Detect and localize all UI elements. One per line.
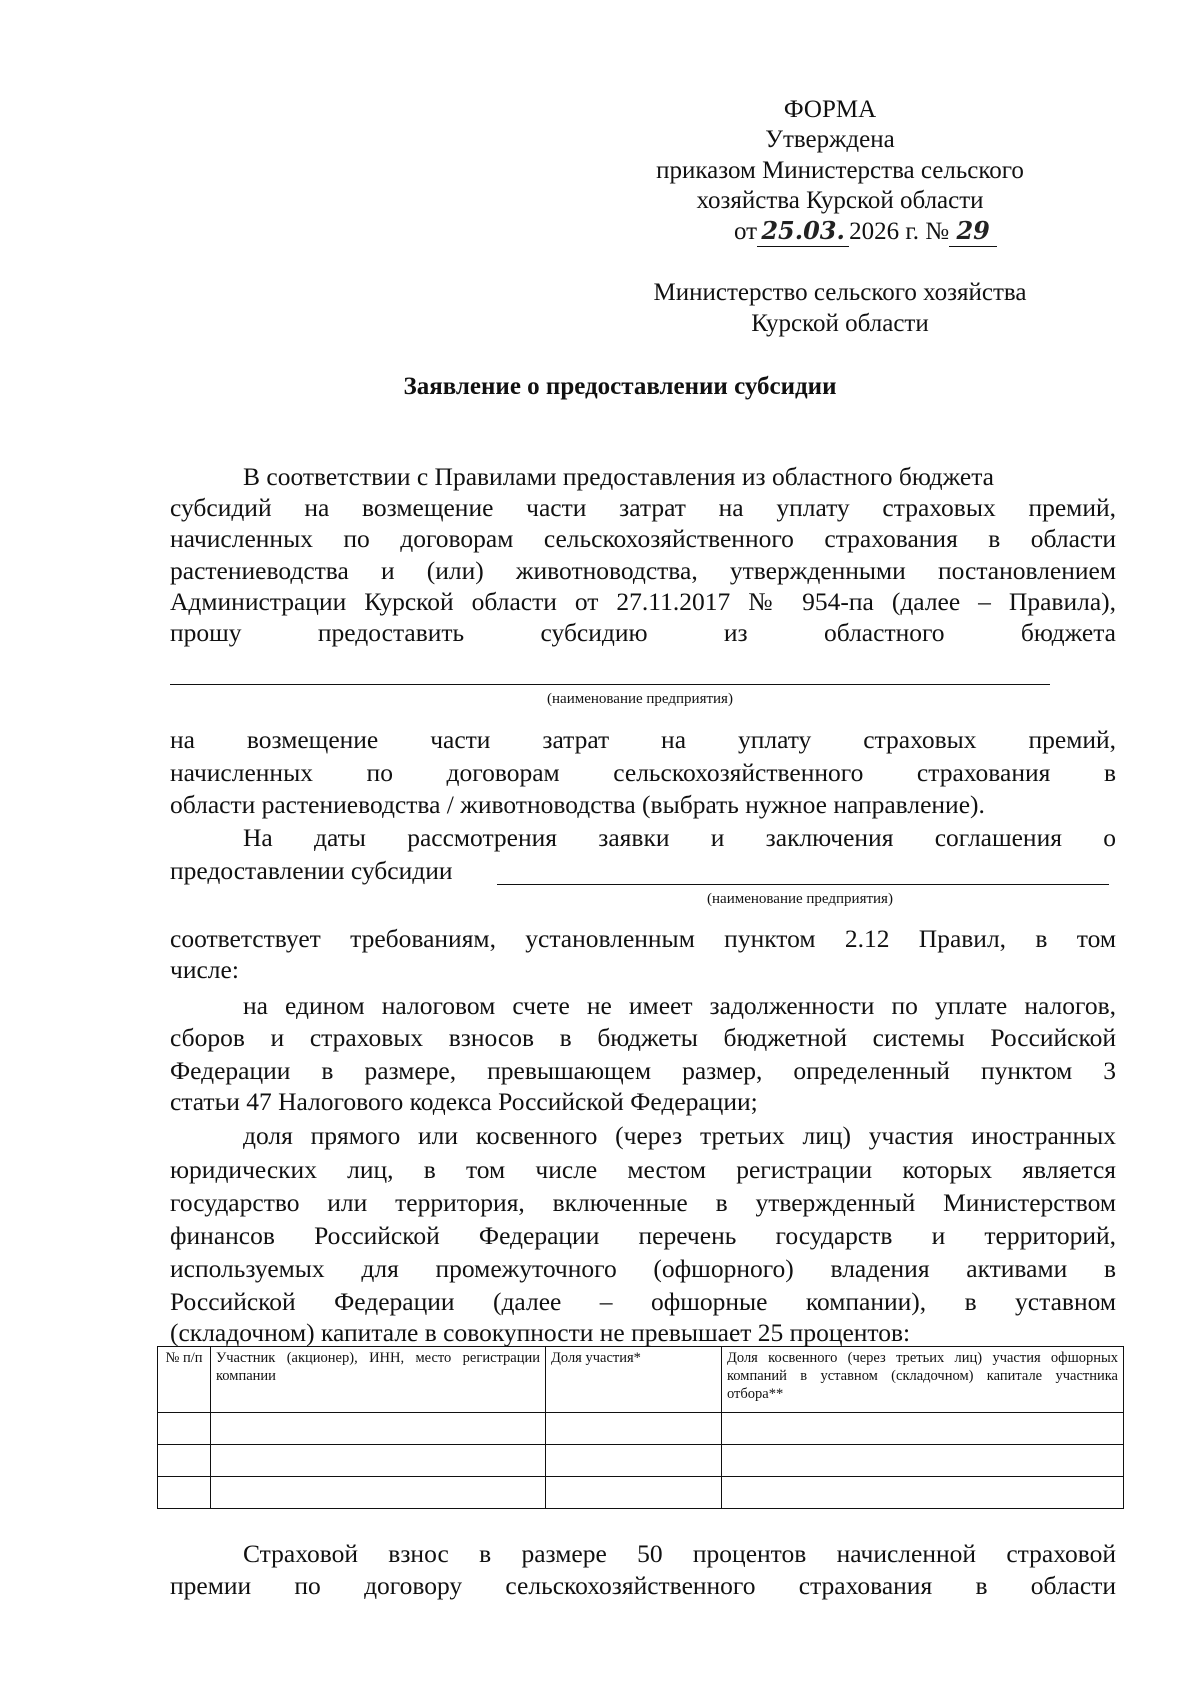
table-cell[interactable] xyxy=(158,1477,211,1509)
para4-line-2: числе: xyxy=(170,955,239,984)
ownership-table xyxy=(157,1346,1124,1509)
order-date-line xyxy=(734,215,997,247)
para5-line-4: статьи 47 Налогового кодекса Российской Федерации; xyxy=(170,1087,758,1116)
para6-line-7: (складочном) капитале в совокупности не превышает 25 процентов: xyxy=(170,1318,911,1347)
para2-line-2: начисленных по договорам сельскохозяйственного страхования в xyxy=(170,758,1116,787)
table-header-row xyxy=(158,1347,1124,1413)
table-cell[interactable] xyxy=(722,1477,1124,1509)
table-cell[interactable] xyxy=(546,1413,722,1445)
enterprise-name-caption-1: (наименование предприятия) xyxy=(547,691,733,707)
order-line-2: хозяйства Курской области xyxy=(696,187,984,214)
para3-line-1: На даты рассмотрения заявки и заключения соглашения о xyxy=(243,823,1116,852)
table-cell[interactable] xyxy=(546,1445,722,1477)
header-share: Доля участия* xyxy=(546,1347,722,1413)
para2-line-1: на возмещение части затрат на уплату страховых премий, xyxy=(170,725,1116,754)
number-sign: № xyxy=(925,218,950,245)
handwritten-number: 29 xyxy=(949,215,997,247)
date-prefix: от xyxy=(734,218,758,245)
para2-line-3: области растениеводства / животноводства (выбрать нужное направление). xyxy=(170,790,985,819)
order-line-1: приказом Министерства сельского xyxy=(656,157,1024,184)
para1-line-5: Администрации Курской области от 27.11.2017 № 954-па (далее – Правила), xyxy=(170,587,1116,616)
approved-label: Утверждена xyxy=(765,126,895,153)
table-cell[interactable] xyxy=(211,1477,546,1509)
table-cell[interactable] xyxy=(158,1413,211,1445)
para5-line-1: на едином налоговом счете не имеет задолженности по уплате налогов, xyxy=(243,991,1116,1020)
para6-line-2: юридических лиц, в том числе местом регистрации которых является xyxy=(170,1155,1116,1184)
order-year: 2026 г. xyxy=(849,218,920,245)
header-number: № п/п xyxy=(158,1347,211,1413)
para1-line-6: прошу предоставить субсидию из областного бюджета xyxy=(170,618,1116,647)
para5-line-3: Федерации в размере, превышающем размер, определенный пунктом 3 xyxy=(170,1056,1116,1085)
addressee-line-2: Курской области xyxy=(751,310,929,337)
addressee-line-1: Министерство сельского хозяйства xyxy=(653,279,1027,306)
para1-line-4: растениеводства и (или) животноводства, утвержденными постановлением xyxy=(170,556,1116,585)
form-label: ФОРМА xyxy=(783,96,877,123)
para1-line-3: начисленных по договорам сельскохозяйственного страхования в области xyxy=(170,524,1116,553)
para6-line-1: доля прямого или косвенного (через третьих лиц) участия иностранных xyxy=(243,1121,1116,1150)
para7-line-2: премии по договору сельскохозяйственного страхования в области xyxy=(170,1571,1116,1600)
table-cell[interactable] xyxy=(722,1445,1124,1477)
table-row xyxy=(158,1413,1124,1445)
table-cell[interactable] xyxy=(722,1413,1124,1445)
table-cell[interactable] xyxy=(546,1477,722,1509)
table-cell[interactable] xyxy=(211,1445,546,1477)
header-offshore-share: Доля косвенного (через третьих лиц) участия офшорных компаний в уставном (складочном) капитале участника отбора** xyxy=(722,1347,1124,1413)
para1-line-2: субсидий на возмещение части затрат на уплату страховых премий, xyxy=(170,493,1116,522)
para1-line-1: В соответствии с Правилами предоставления из областного бюджета xyxy=(243,462,994,491)
handwritten-date: 25.03. xyxy=(757,215,849,247)
para6-line-3: государство или территория, включенные в утвержденный Министерством xyxy=(170,1188,1116,1217)
enterprise-name-field-2[interactable] xyxy=(497,884,1109,885)
para4-line-1: соответствует требованиям, установленным пунктом 2.12 Правил, в том xyxy=(170,924,1116,953)
document-title: Заявление о предоставлении субсидии xyxy=(403,373,837,400)
enterprise-name-caption-2: (наименование предприятия) xyxy=(707,891,893,907)
table-row xyxy=(158,1477,1124,1509)
table-cell[interactable] xyxy=(211,1413,546,1445)
para3-line-2: предоставлении субсидии xyxy=(170,856,453,885)
header-participant: Участник (акционер), ИНН, место регистрации компании xyxy=(211,1347,546,1413)
para6-line-6: Российской Федерации (далее – офшорные компании), в уставном xyxy=(170,1287,1116,1316)
para5-line-2: сборов и страховых взносов в бюджеты бюджетной системы Российской xyxy=(170,1023,1116,1052)
enterprise-name-field-1[interactable] xyxy=(170,684,1050,685)
para7-line-1: Страховой взнос в размере 50 процентов начисленной страховой xyxy=(243,1539,1116,1568)
para6-line-4: финансов Российской Федерации перечень государств и территорий, xyxy=(170,1221,1116,1250)
table-row xyxy=(158,1445,1124,1477)
para6-line-5: используемых для промежуточного (офшорного) владения активами в xyxy=(170,1254,1116,1283)
table-cell[interactable] xyxy=(158,1445,211,1477)
